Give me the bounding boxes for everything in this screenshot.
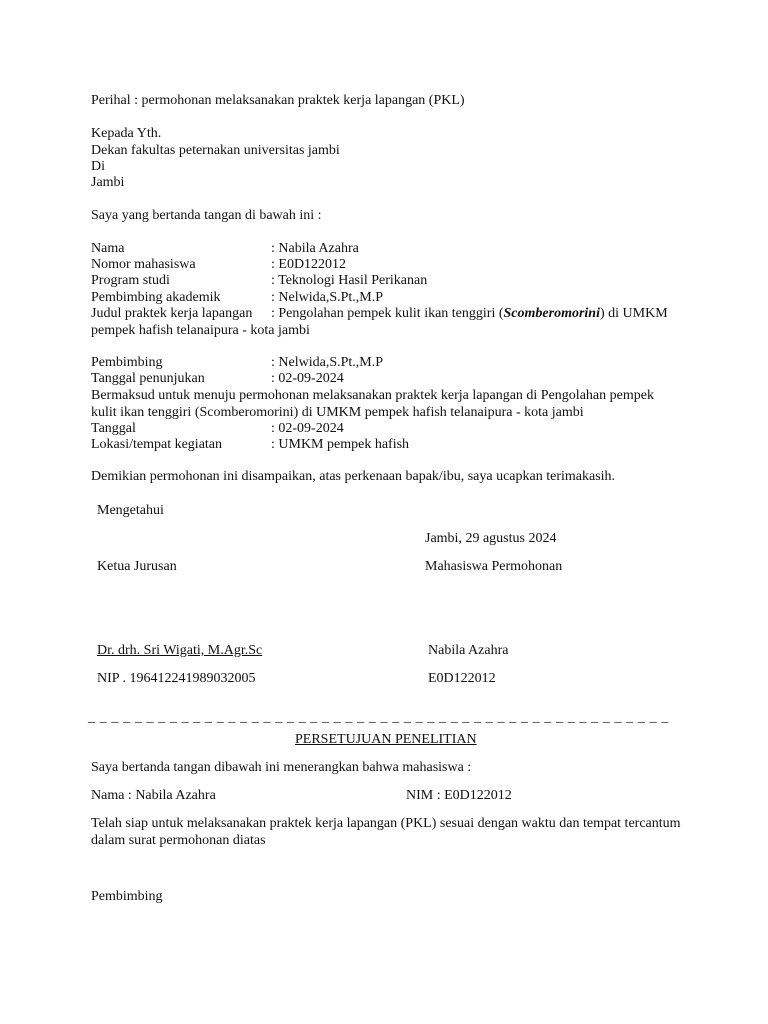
- right-signer-name: Nabila Azahra: [428, 643, 509, 658]
- field-value-nama: : Nabila Azahra: [271, 241, 359, 256]
- approval-name: Nama : Nabila Azahra: [91, 788, 216, 803]
- field-label-nomor: Nomor mahasiswa: [91, 257, 196, 272]
- field-label-judul: Judul praktek kerja lapangan: [91, 306, 253, 321]
- field-value-judul: [271, 306, 668, 322]
- field-value-tanggal-penunjukan: : 02-09-2024: [271, 371, 344, 386]
- left-signer-name: Dr. drh. Sri Wigati, M.Agr.Sc: [97, 643, 263, 658]
- field-value-nomor: : E0D122012: [271, 257, 347, 272]
- left-role: Ketua Jurusan: [97, 559, 177, 574]
- approval-ready-paragraph: Telah siap untuk melaksanakan praktek kerja lapangan (PKL) sesuai dengan waktu dan tempat tercantum dalam surat permohonan diatas: [91, 816, 681, 848]
- field-label-pembimbing: Pembimbing: [91, 355, 163, 370]
- address-di: Di: [91, 159, 105, 174]
- field-value-program: : Teknologi Hasil Perikanan: [271, 273, 428, 288]
- judul-post: ) di UMKM: [599, 306, 668, 321]
- field-value-pembimbing-akademik: : Nelwida,S.Pt.,M.P: [271, 290, 384, 305]
- purpose-paragraph: Bermaksud untuk menuju permohonan melaksanakan praktek kerja lapangan di Pengolahan pempek kulit ikan tenggiri (Scomberomorini) di UMKM pempek hafish telanaipura - kota jambi: [91, 388, 654, 420]
- address-recipient: Dekan fakultas peternakan universitas jambi: [91, 143, 340, 158]
- field-label-tanggal: Tanggal: [91, 421, 136, 436]
- field-label-lokasi: Lokasi/tempat kegiatan: [91, 437, 223, 452]
- approval-nim: NIM : E0D122012: [406, 788, 512, 803]
- field-value-judul-cont: pempek hafish telanaipura - kota jambi: [91, 323, 310, 338]
- intro-line: Saya yang bertanda tangan di bawah ini :: [91, 208, 322, 223]
- acknowledged-label: Mengetahui: [97, 503, 164, 518]
- place-date: Jambi, 29 agustus 2024: [425, 531, 557, 546]
- address-city: Jambi: [91, 175, 125, 190]
- address-to: Kepada Yth.: [91, 126, 162, 141]
- field-value-lokasi: : UMKM pempek hafish: [271, 437, 410, 452]
- field-label-tanggal-penunjukan: Tanggal penunjukan: [91, 371, 205, 386]
- right-role: Mahasiswa Permohonan: [425, 559, 563, 574]
- approval-heading: PERSETUJUAN PENELITIAN: [295, 732, 477, 747]
- field-label-pembimbing-akademik: Pembimbing akademik: [91, 290, 221, 305]
- field-value-tanggal: : 02-09-2024: [271, 421, 344, 436]
- section-divider: _ _ _ _ _ _ _ _ _ _ _ _ _ _ _ _ _ _ _ _ _ _ _ _ _ _ _ _ _ _ _ _ _ _ _ _ _ _ _ _ _ _ _ _ _ _ _ _ _ _: [88, 710, 669, 725]
- judul-species: Scomberomorini: [503, 306, 600, 321]
- right-signer-id: E0D122012: [428, 671, 496, 686]
- field-label-nama: Nama: [91, 241, 125, 256]
- closing-line: Demikian permohonan ini disampaikan, atas perkenaan bapak/ibu, saya ucapkan terimakasih.: [91, 469, 616, 484]
- judul-pre: : Pengolahan pempek kulit ikan tenggiri (: [271, 306, 504, 321]
- approval-supervisor: Pembimbing: [91, 889, 163, 904]
- field-value-pembimbing: : Nelwida,S.Pt.,M.P: [271, 355, 384, 370]
- left-signer-id: NIP . 196412241989032005: [97, 671, 256, 686]
- subject-line: Perihal : permohonan melaksanakan praktek kerja lapangan (PKL): [91, 93, 465, 108]
- approval-statement: Saya bertanda tangan dibawah ini menerangkan bahwa mahasiswa :: [91, 760, 472, 775]
- field-label-program: Program studi: [91, 273, 170, 288]
